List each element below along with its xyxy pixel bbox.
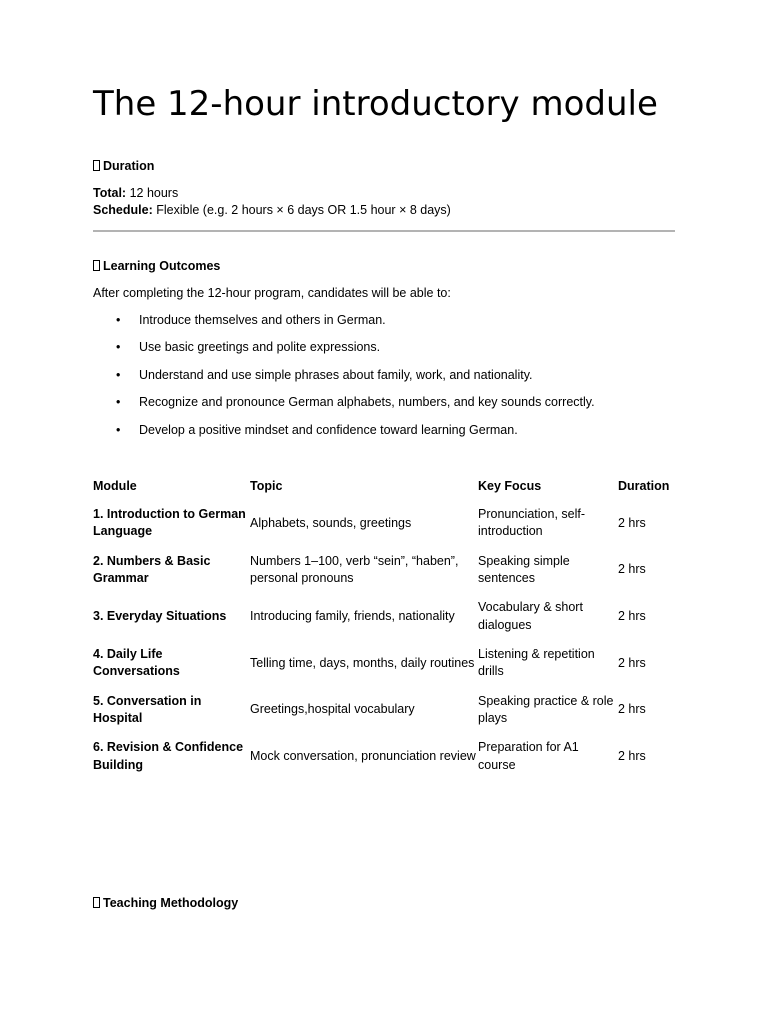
column-header-topic: Topic bbox=[250, 479, 283, 494]
table-row bbox=[93, 687, 688, 734]
duration-cell: 2 hrs bbox=[618, 655, 646, 670]
bullet-icon: • bbox=[116, 313, 121, 327]
topic-cell: Telling time, days, months, daily routines bbox=[250, 655, 475, 670]
list-item bbox=[93, 420, 595, 447]
schedule-label: Schedule: bbox=[93, 203, 153, 217]
bullet-icon: • bbox=[116, 340, 121, 355]
list-item-text: Develop a positive mindset and confidence toward learning German. bbox=[139, 422, 518, 437]
duration-cell: 2 hrs bbox=[618, 515, 646, 530]
column-header-key-focus: Key Focus bbox=[478, 479, 542, 494]
bullet-icon: • bbox=[116, 367, 121, 382]
key-focus-cell: Vocabulary & short dialogues bbox=[478, 600, 583, 632]
table-row bbox=[93, 547, 688, 594]
module-cell: 6. Revision & Confidence Building bbox=[93, 740, 244, 772]
topic-cell: Introducing family, friends, nationality bbox=[250, 608, 455, 623]
learning-outcomes-intro: After completing the 12-hour program, candidates will be able to: bbox=[93, 286, 451, 300]
duration-cell: 2 hrs bbox=[618, 749, 646, 764]
key-focus-cell: Pronunciation, self-introduction bbox=[478, 506, 586, 539]
list-item-text: Use basic greetings and polite expressions. bbox=[139, 340, 381, 355]
module-table bbox=[93, 474, 688, 780]
module-cell: 1. Introduction to German Language bbox=[93, 506, 246, 539]
table-header-row bbox=[93, 474, 688, 500]
column-header-module: Module bbox=[93, 479, 137, 494]
module-cell: 5. Conversation in Hospital bbox=[93, 693, 202, 726]
list-item bbox=[93, 392, 595, 419]
table-row bbox=[93, 640, 688, 687]
total-label: Total: bbox=[93, 186, 127, 200]
learning-outcomes-heading-text: Learning Outcomes bbox=[103, 259, 221, 273]
table-row bbox=[93, 733, 688, 780]
table-row bbox=[93, 500, 688, 547]
schedule-line bbox=[93, 203, 451, 217]
total-value: 12 hours bbox=[129, 186, 179, 200]
bullet-icon: • bbox=[116, 422, 121, 437]
duration-cell: 2 hrs bbox=[618, 562, 646, 577]
duration-heading bbox=[93, 159, 154, 173]
list-item-text: Introduce themselves and others in German. bbox=[139, 313, 386, 327]
teaching-methodology-heading bbox=[93, 896, 238, 910]
missing-glyph-icon bbox=[93, 260, 100, 271]
module-cell: 3. Everyday Situations bbox=[93, 608, 227, 623]
list-item bbox=[93, 337, 595, 364]
page-title: The 12-hour introductory module bbox=[93, 84, 658, 124]
key-focus-cell: Speaking simple sentences bbox=[478, 553, 570, 586]
table-row bbox=[93, 593, 688, 640]
key-focus-cell: Preparation for A1 course bbox=[478, 740, 579, 772]
topic-cell: Greetings,hospital vocabulary bbox=[250, 702, 415, 717]
module-cell: 2. Numbers & Basic Grammar bbox=[93, 553, 211, 586]
key-focus-cell: Listening & repetition drills bbox=[478, 646, 595, 679]
column-header-duration: Duration bbox=[618, 479, 670, 494]
module-cell: 4. Daily Life Conversations bbox=[93, 646, 180, 679]
list-item bbox=[93, 365, 595, 392]
missing-glyph-icon bbox=[93, 160, 100, 171]
missing-glyph-icon bbox=[93, 897, 100, 908]
key-focus-cell: Speaking practice & role plays bbox=[478, 693, 614, 726]
duration-cell: 2 hrs bbox=[618, 702, 646, 717]
schedule-value: Flexible (e.g. 2 hours × 6 days OR 1.5 hour × 8 days) bbox=[156, 203, 451, 217]
learning-outcomes-list bbox=[93, 310, 595, 447]
topic-cell: Alphabets, sounds, greetings bbox=[250, 515, 412, 530]
duration-cell: 2 hrs bbox=[618, 608, 646, 623]
bullet-icon: • bbox=[116, 395, 121, 410]
topic-cell: Numbers 1–100, verb “sein”, “haben”, personal pronouns bbox=[250, 553, 459, 586]
teaching-methodology-heading-text: Teaching Methodology bbox=[103, 896, 239, 910]
horizontal-divider bbox=[93, 230, 675, 232]
list-item-text: Understand and use simple phrases about family, work, and nationality. bbox=[139, 367, 533, 382]
list-item bbox=[93, 310, 595, 337]
list-item-text: Recognize and pronounce German alphabets, numbers, and key sounds correctly. bbox=[139, 395, 595, 410]
learning-outcomes-heading bbox=[93, 259, 220, 273]
topic-cell: Mock conversation, pronunciation review bbox=[250, 749, 476, 764]
duration-heading-text: Duration bbox=[103, 159, 155, 173]
total-line bbox=[93, 186, 178, 200]
